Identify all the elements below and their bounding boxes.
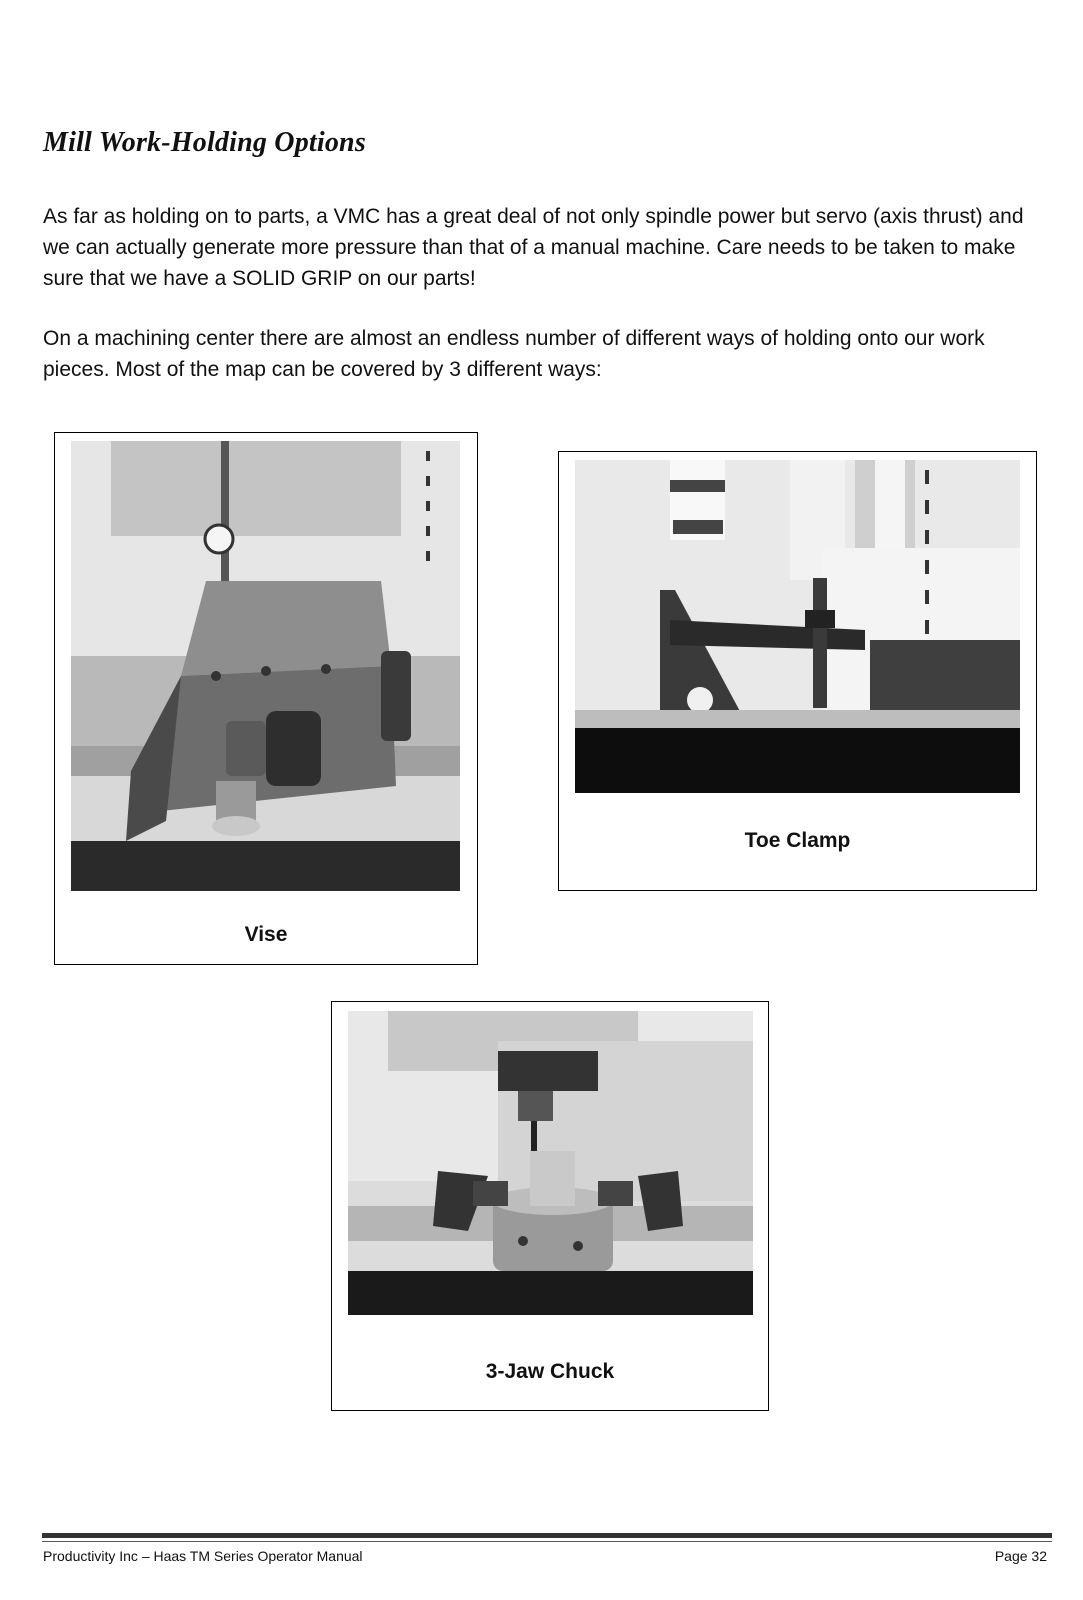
toe-clamp-photo: [575, 460, 1020, 793]
footer-rule: [42, 1533, 1052, 1538]
toe-clamp-figure: [558, 451, 1037, 891]
footer-rule-thin: [42, 1541, 1052, 1542]
toe-clamp-caption: Toe Clamp: [744, 829, 851, 852]
vise-photo: [71, 441, 460, 891]
chuck-figure: [331, 1001, 769, 1411]
vise-figure: [54, 432, 478, 965]
page-title: Mill Work-Holding Options: [43, 127, 366, 158]
footer-manual-title: Productivity Inc – Haas TM Series Operator Manual: [43, 1548, 363, 1564]
methods-paragraph: On a machining center there are almost an endless number of different ways of holding onto our work pieces. Most of the map can be covered by 3 different ways:: [43, 327, 985, 381]
chuck-caption: 3-Jaw Chuck: [485, 1360, 615, 1383]
chuck-photo: [348, 1011, 753, 1315]
footer-page-number: Page 32: [994, 1548, 1047, 1564]
intro-paragraph: As far as holding on to parts, a VMC has a great deal of not only spindle power but servo (axis thrust) and we can actually generate more pressure than that of a manual machine. Care needs to be taken to make sure that we have a SOLID GRIP on our parts!: [43, 205, 1024, 290]
vise-caption: Vise: [244, 923, 288, 946]
